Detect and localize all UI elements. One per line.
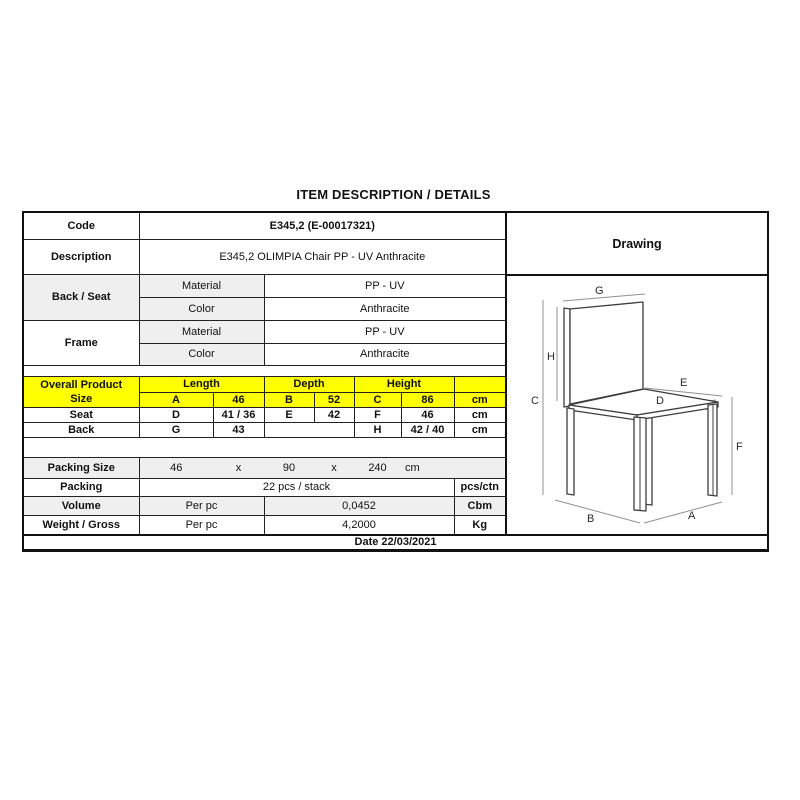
code-value: E345,2 (E-00017321) bbox=[139, 213, 505, 239]
overall-product-line2: Size bbox=[70, 392, 93, 405]
color-label: Color bbox=[139, 297, 264, 320]
dim-label-d: D bbox=[656, 395, 664, 407]
spec-table bbox=[24, 213, 505, 534]
overall-length-key: A bbox=[139, 392, 213, 407]
dim-line-b bbox=[555, 500, 640, 523]
spacer-cell bbox=[24, 365, 505, 376]
packing-size-x: x bbox=[314, 457, 354, 478]
volume-value: 0,0452 bbox=[264, 496, 454, 515]
spacer-row bbox=[24, 365, 505, 376]
spacer-row bbox=[24, 437, 505, 457]
weight-row bbox=[24, 515, 505, 534]
description-row bbox=[24, 239, 505, 274]
chair-backrest-edge bbox=[564, 308, 570, 407]
back-size-row bbox=[24, 422, 505, 437]
packing-size-width: 90 bbox=[264, 457, 314, 478]
overall-height-key: C bbox=[354, 392, 401, 407]
seat-depth-value: 42 bbox=[314, 407, 354, 422]
packing-size-height: 240 bbox=[354, 457, 401, 478]
back-label: Back bbox=[24, 422, 139, 437]
height-header: Height bbox=[354, 376, 454, 392]
drawing-title: Drawing bbox=[507, 213, 767, 276]
dim-label-h: H bbox=[547, 351, 555, 363]
dim-label-g: G bbox=[595, 285, 604, 297]
packing-size-label: Packing Size bbox=[24, 457, 139, 478]
back-height-key: H bbox=[354, 422, 401, 437]
back-seat-label: Back / Seat bbox=[24, 274, 139, 320]
frame-color-value: Anthracite bbox=[264, 343, 505, 365]
seat-unit: cm bbox=[454, 407, 505, 422]
code-label: Code bbox=[24, 213, 139, 239]
dimension-header-row bbox=[24, 376, 505, 392]
length-header: Length bbox=[139, 376, 264, 392]
frame-label: Frame bbox=[24, 320, 139, 365]
weight-value: 4,2000 bbox=[264, 515, 454, 534]
dim-label-a: A bbox=[688, 510, 696, 522]
frame-material-row bbox=[24, 320, 505, 343]
page-title: ITEM DESCRIPTION / DETAILS bbox=[296, 187, 491, 202]
seat-length-value: 41 / 36 bbox=[213, 407, 264, 422]
packing-value: 22 pcs / stack bbox=[139, 478, 454, 496]
packing-label: Packing bbox=[24, 478, 139, 496]
overall-product-size-label bbox=[24, 376, 139, 407]
back-length-value: 43 bbox=[213, 422, 264, 437]
packing-size-x: x bbox=[213, 457, 264, 478]
packing-size-row bbox=[24, 457, 505, 478]
chair-drawing bbox=[507, 276, 767, 534]
material-label: Material bbox=[139, 320, 264, 343]
seat-size-row bbox=[24, 407, 505, 422]
dim-label-e: E bbox=[680, 377, 688, 389]
volume-basis: Per pc bbox=[139, 496, 264, 515]
back-unit: cm bbox=[454, 422, 505, 437]
back-height-value: 42 / 40 bbox=[401, 422, 454, 437]
material-label: Material bbox=[139, 274, 264, 297]
dim-label-f: F bbox=[736, 441, 743, 453]
seat-length-key: D bbox=[139, 407, 213, 422]
back-seat-material-row bbox=[24, 274, 505, 297]
seat-height-key: F bbox=[354, 407, 401, 422]
overall-depth-key: B bbox=[264, 392, 314, 407]
seat-depth-key: E bbox=[264, 407, 314, 422]
overall-depth-value: 52 bbox=[314, 392, 354, 407]
empty-cell bbox=[264, 422, 354, 437]
dim-label-c: C bbox=[531, 395, 539, 407]
volume-unit: Cbm bbox=[454, 496, 505, 515]
seat-label: Seat bbox=[24, 407, 139, 422]
packing-size-length: 46 bbox=[139, 457, 213, 478]
empty-cell bbox=[454, 376, 505, 392]
volume-row bbox=[24, 496, 505, 515]
packing-unit: pcs/ctn bbox=[454, 478, 505, 496]
depth-header: Depth bbox=[264, 376, 354, 392]
color-label: Color bbox=[139, 343, 264, 365]
chair-backrest bbox=[570, 302, 643, 404]
overall-length-value: 46 bbox=[213, 392, 264, 407]
dim-line-g bbox=[563, 294, 645, 301]
spec-sheet bbox=[22, 211, 769, 552]
description-label: Description bbox=[24, 239, 139, 274]
back-seat-material-value: PP - UV bbox=[264, 274, 505, 297]
chair-left-leg bbox=[567, 408, 574, 495]
dim-label-b: B bbox=[587, 513, 595, 525]
code-row bbox=[24, 213, 505, 239]
overall-unit: cm bbox=[454, 392, 505, 407]
seat-height-value: 46 bbox=[401, 407, 454, 422]
overall-product-line1: Overall Product bbox=[40, 378, 123, 391]
back-length-key: G bbox=[139, 422, 213, 437]
weight-basis: Per pc bbox=[139, 515, 264, 534]
back-seat-color-value: Anthracite bbox=[264, 297, 505, 320]
sheet-body bbox=[24, 213, 767, 534]
drawing-canvas bbox=[507, 276, 767, 534]
weight-unit: Kg bbox=[454, 515, 505, 534]
frame-material-value: PP - UV bbox=[264, 320, 505, 343]
packing-row bbox=[24, 478, 505, 496]
dim-line-a bbox=[644, 502, 722, 523]
weight-label: Weight / Gross bbox=[24, 515, 139, 534]
overall-height-value: 86 bbox=[401, 392, 454, 407]
description-value: E345,2 OLIMPIA Chair PP - UV Anthracite bbox=[139, 239, 505, 274]
packing-size-unit: cm bbox=[401, 457, 505, 478]
date-row: Date 22/03/2021 bbox=[24, 534, 767, 549]
volume-label: Volume bbox=[24, 496, 139, 515]
drawing-panel bbox=[505, 213, 767, 534]
spacer-cell bbox=[24, 437, 505, 457]
